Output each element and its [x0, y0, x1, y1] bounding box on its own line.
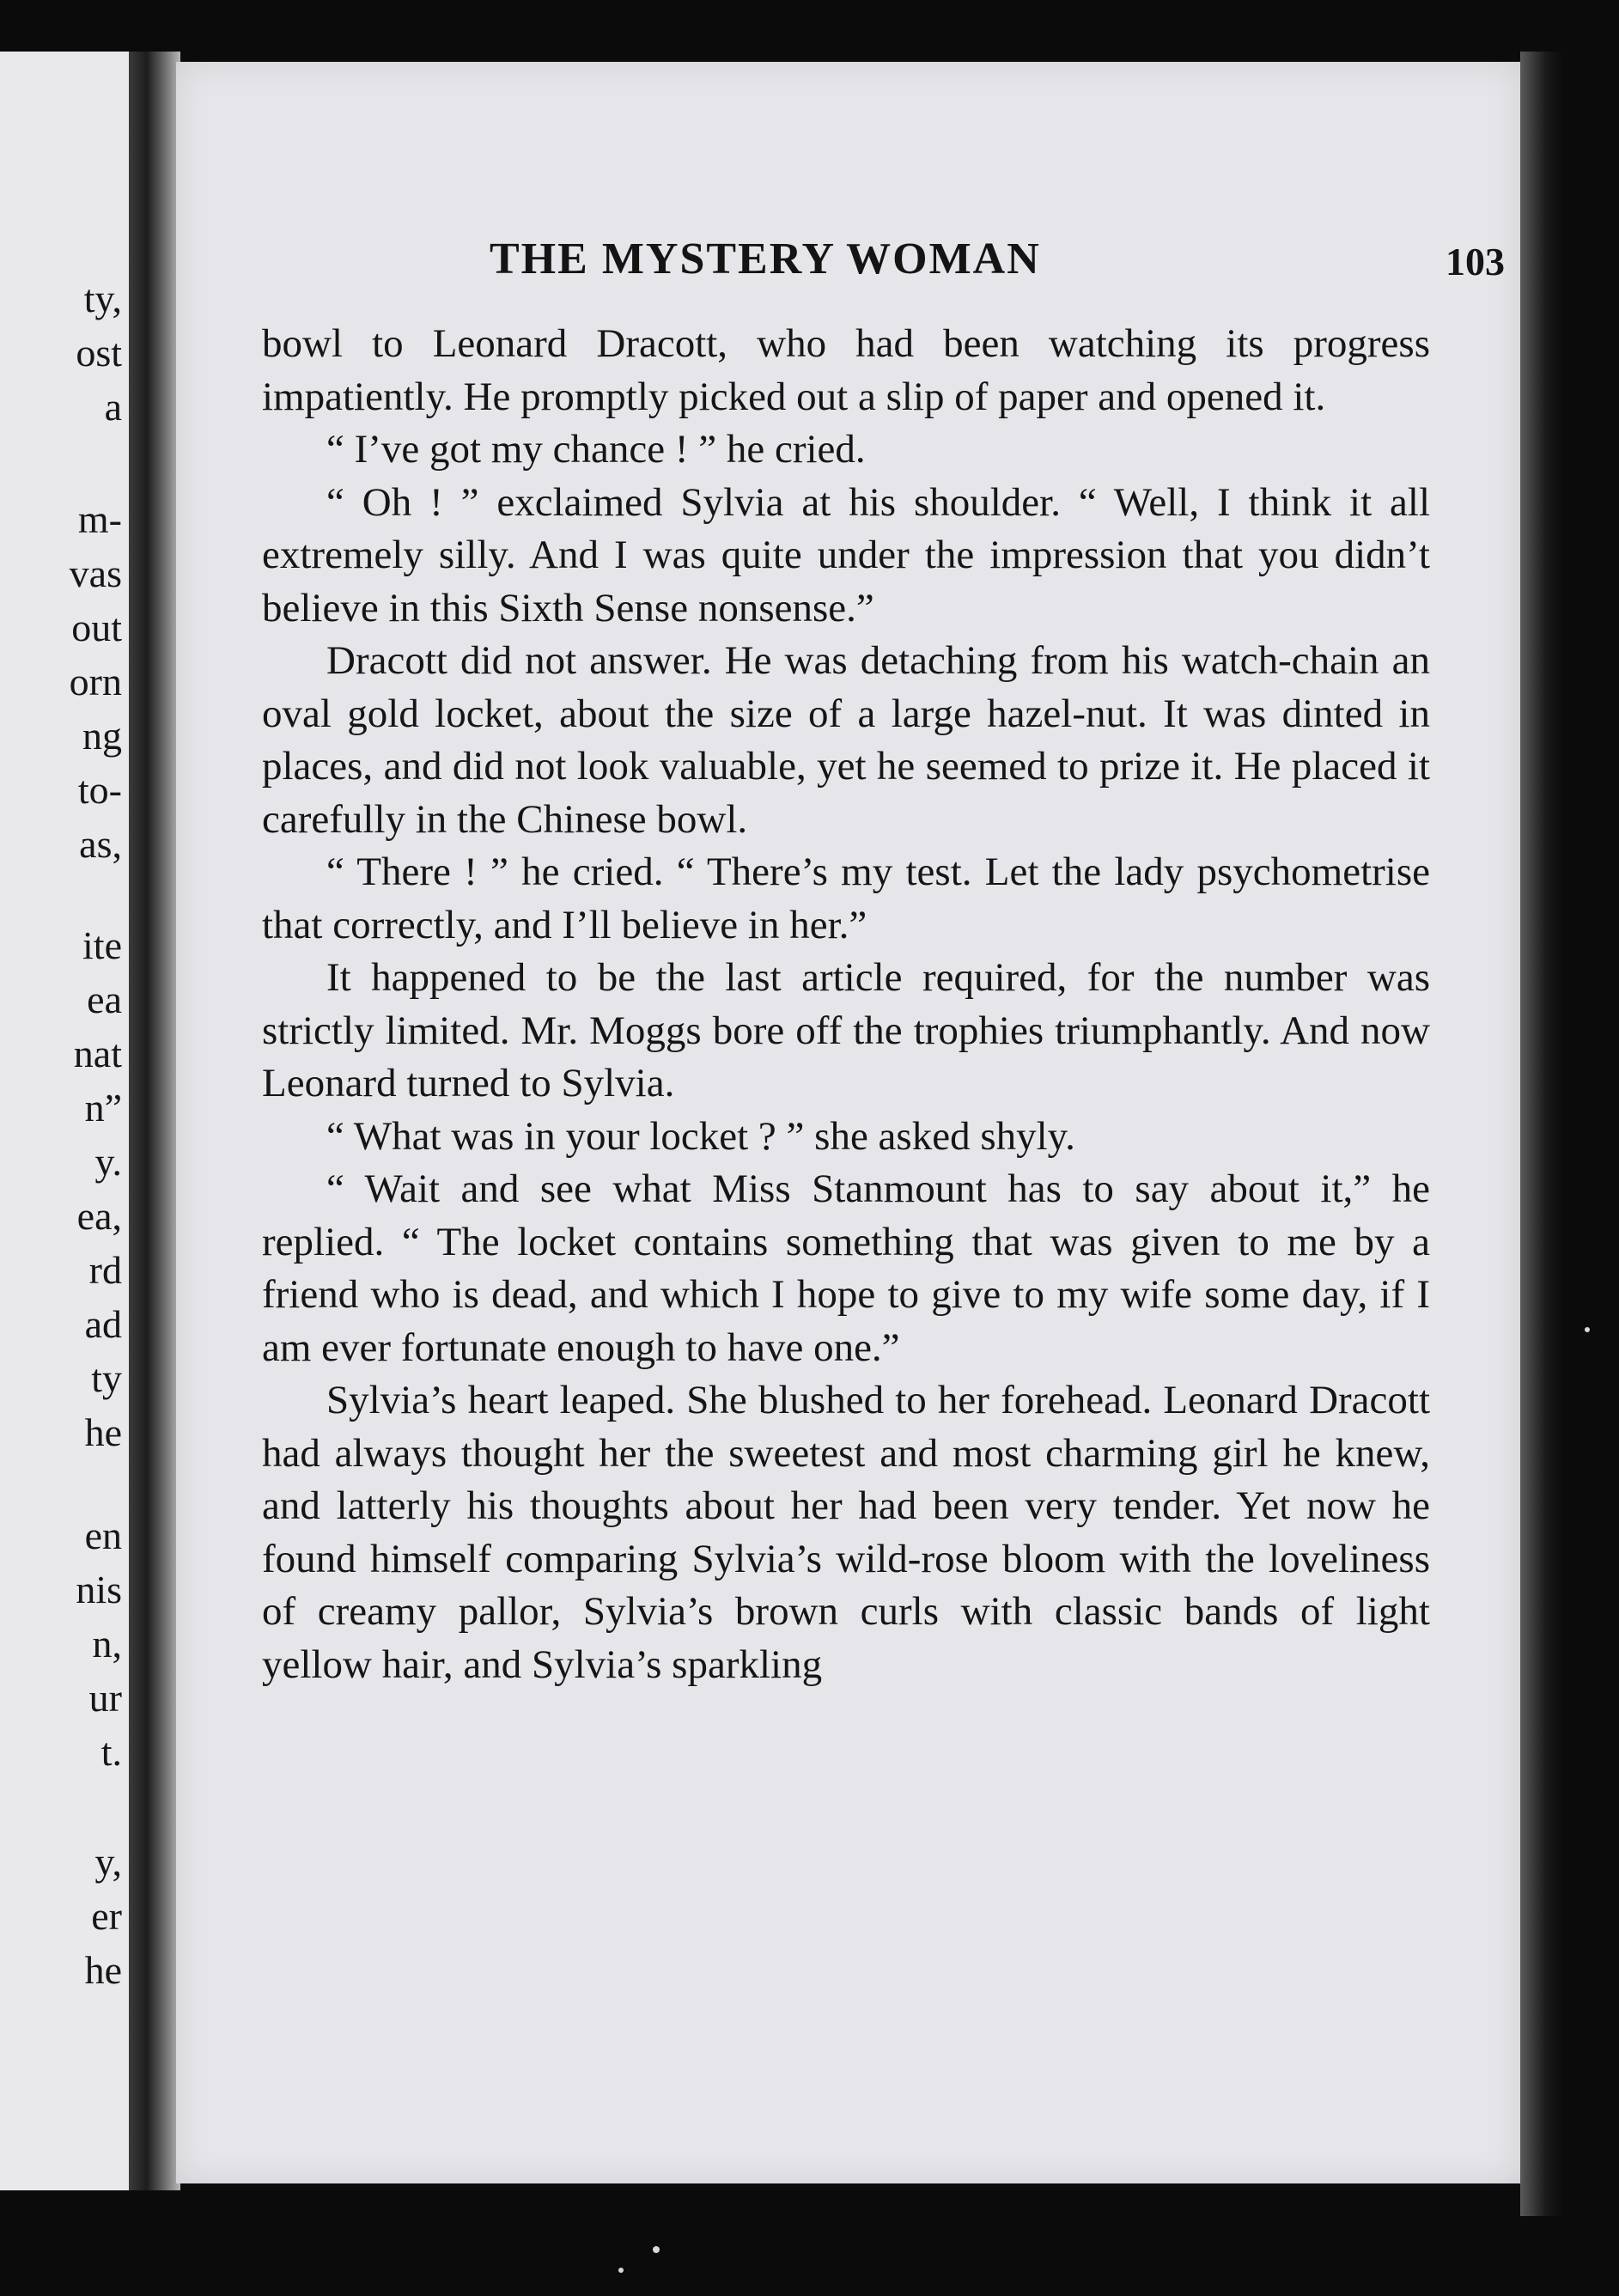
left-page-line: n, [92, 1622, 122, 1666]
book-page [176, 62, 1520, 2183]
left-page-line: nis [76, 1568, 122, 1611]
page-header [176, 234, 1520, 294]
left-page-line: rd [88, 1248, 122, 1292]
left-page-line: to- [77, 768, 122, 812]
left-page-line: vas [69, 551, 122, 595]
paragraph: “ What was in your locket ? ” she asked shyly. [326, 1113, 1075, 1159]
running-title: THE MYSTERY WOMAN [490, 234, 1041, 283]
left-page-line: m- [77, 497, 122, 541]
page-body [262, 318, 1430, 1691]
paragraph: “ There ! ” he cried. “ There’s my test. Let the lady psychometrise that correctly, and I’ll believe in her.” [262, 850, 1430, 947]
paragraph: It happened to be the last article required, for the number was strictly limited. Mr. Moggs bore off the trophies triumphantly. And now Leonard turned to Sylvia. [262, 955, 1430, 1105]
left-page-line: out [71, 606, 122, 649]
left-page-line: ost [76, 331, 122, 375]
scan-speck [1585, 1327, 1590, 1332]
left-page-line: n” [84, 1086, 122, 1130]
left-page-line: y, [94, 1840, 122, 1884]
left-page-line: as, [79, 822, 122, 866]
left-page-line: ad [84, 1302, 122, 1346]
page-edge-shadow [1520, 52, 1563, 2216]
left-page-line: en [84, 1513, 122, 1557]
left-page-line: he [84, 1410, 122, 1454]
paragraph: bowl to Leonard Dracott, who had been watching its progress impatiently. He promptly picked out a slip of paper and opened it. [262, 321, 1430, 419]
left-page-line: ng [82, 714, 122, 758]
left-page-line: y. [94, 1140, 122, 1184]
left-page-line: ty [91, 1356, 122, 1400]
left-page-line: ea [87, 977, 122, 1021]
left-page-line: er [91, 1894, 122, 1938]
book-gutter-shadow [129, 52, 180, 2190]
page-number: 103 [1446, 240, 1505, 283]
scan-speck [618, 2268, 624, 2273]
left-page-line: ite [82, 923, 122, 967]
paragraph: “ Wait and see what Miss Stanmount has to say about it,” he replied. “ The locket contains something that was given to me by a friend who is dead, and which I hope to give to my wife some day, if I am ever fortunate enough to have one.” [262, 1166, 1430, 1370]
left-page-line: a [104, 385, 122, 429]
paragraph: Sylvia’s heart leaped. She blushed to her forehead. Leonard Dracott had always thought her the sweetest and most charming girl he knew, and latterly his thoughts about her had been very tender. Yet now he found himself comparing Sylvia’s wild-rose bloom with the loveliness of creamy pallor, Sylvia’s brown curls with classic bands of light yellow hair, and Sylvia’s sparkling [262, 1378, 1430, 1687]
previous-page-fragment [0, 52, 129, 2190]
left-page-line: t. [100, 1730, 122, 1774]
paragraph: “ I’ve got my chance ! ” he cried. [326, 427, 866, 472]
left-page-line: he [84, 1948, 122, 1992]
scan-speck [653, 2246, 660, 2253]
left-page-line: ea, [76, 1194, 122, 1238]
left-page-line: ur [88, 1676, 122, 1720]
left-page-line: orn [69, 660, 122, 703]
left-page-line: nat [73, 1032, 122, 1075]
left-page-line: ty, [83, 277, 122, 320]
paragraph: “ Oh ! ” exclaimed Sylvia at his shoulder. “ Well, I think it all extremely silly. And I was quite under the impression that you didn’t believe in this Sixth Sense nonsense.” [262, 479, 1430, 630]
paragraph: Dracott did not answer. He was detaching from his watch-chain an oval gold locket, about the size of a large hazel-nut. It was dinted in places, and did not look valuable, yet he seemed to prize it. He placed it carefully in the Chinese bowl. [262, 638, 1430, 842]
